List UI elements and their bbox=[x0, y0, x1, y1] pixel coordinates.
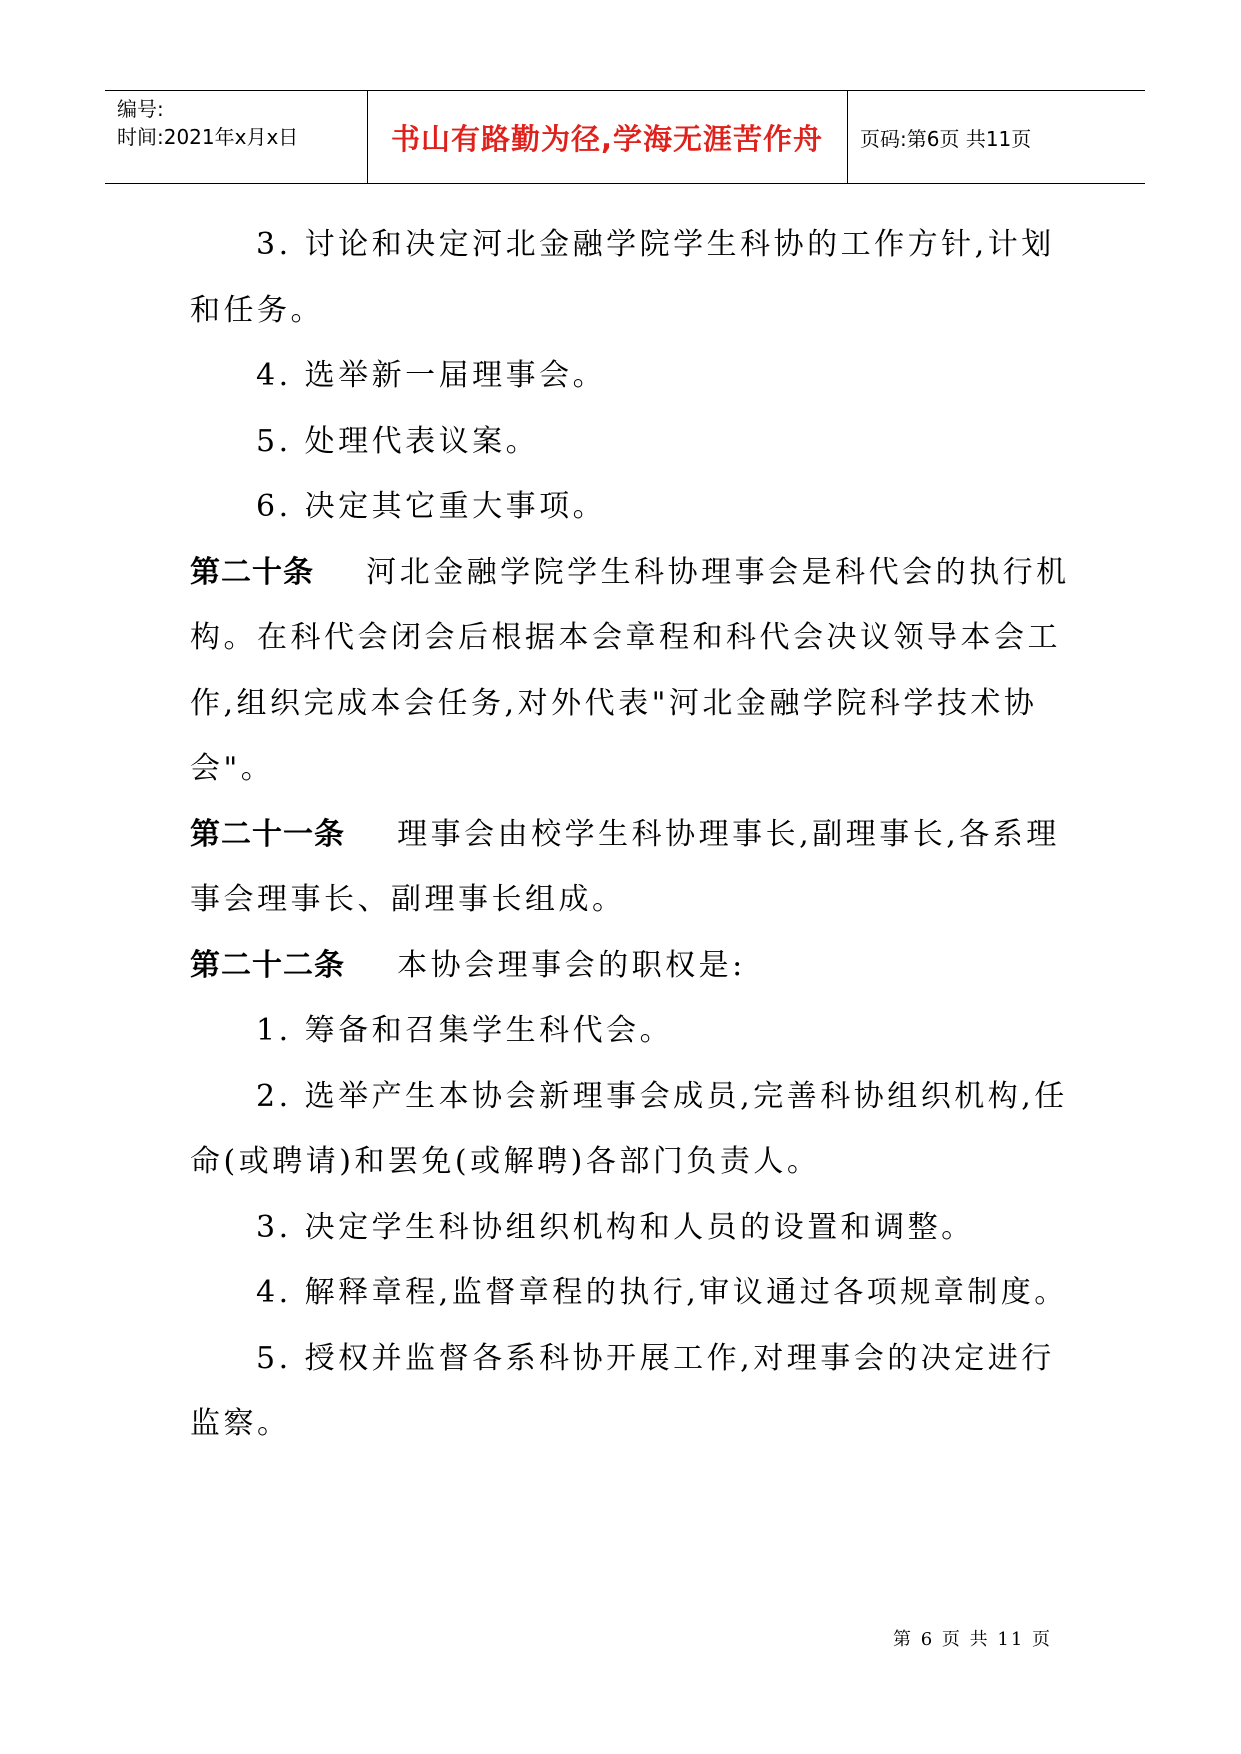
paragraph-text: 3. 讨论和决定河北金融学院学生科协的工作方针,计划和任务。 bbox=[190, 227, 1055, 328]
paragraph bbox=[190, 1195, 1070, 1261]
article-paragraph bbox=[190, 933, 1070, 999]
paragraph-text: 2. 选举产生本协会新理事会成员,完善科协组织机构,任命(或聘请)和罢免(或解聘)各部门负责人。 bbox=[190, 1078, 1068, 1179]
header-motto-cell bbox=[367, 91, 848, 183]
article-number: 第二十二条 bbox=[190, 947, 345, 983]
footer-page-number: 第 6 页 共 11 页 bbox=[893, 1629, 1052, 1650]
header-left-cell bbox=[105, 91, 368, 183]
paragraph bbox=[190, 212, 1070, 343]
page-footer bbox=[0, 1625, 1052, 1651]
paragraph bbox=[190, 998, 1070, 1064]
paragraph-text: 5. 授权并监督各系科协开展工作,对理事会的决定进行监察。 bbox=[190, 1340, 1055, 1441]
document-body bbox=[190, 212, 1070, 1457]
paragraph bbox=[190, 474, 1070, 540]
paragraph-text: 理事会由校学生科协理事长,副理事长,各系理事会理事长、副理事长组成。 bbox=[190, 816, 1060, 917]
paragraph-text: 6. 决定其它重大事项。 bbox=[256, 489, 607, 524]
page-header bbox=[105, 90, 1145, 184]
paragraph bbox=[190, 1260, 1070, 1326]
paragraph-text: 3. 决定学生科协组织机构和人员的设置和调整。 bbox=[256, 1209, 975, 1245]
time-label: 时间:2021年x月x日 bbox=[117, 125, 299, 149]
paragraph-text: 4. 选举新一届理事会。 bbox=[256, 358, 607, 393]
paragraph-text: 1. 筹备和召集学生科代会。 bbox=[256, 1013, 674, 1048]
article-paragraph bbox=[190, 802, 1070, 933]
paragraph-text: 河北金融学院学生科协理事会是科代会的执行机构。在科代会闭会后根据本会章程和科代会决议领导本会工作,组织完成本会任务,对外代表"河北金融学院科学技术协会"。 bbox=[190, 554, 1070, 786]
number-label: 编号: bbox=[117, 97, 164, 121]
article-number: 第二十一条 bbox=[190, 816, 345, 852]
paragraph-text: 4. 解释章程,监督章程的执行,审议通过各项规章制度。 bbox=[256, 1275, 1068, 1310]
article-paragraph bbox=[190, 540, 1070, 802]
paragraph bbox=[190, 409, 1070, 475]
header-right-cell bbox=[848, 91, 1145, 183]
motto-text: 书山有路勤为径,学海无涯苦作舟 bbox=[390, 121, 824, 156]
paragraph bbox=[190, 343, 1070, 409]
paragraph bbox=[190, 1064, 1070, 1195]
page-code: 页码:第6页 共11页 bbox=[860, 126, 1032, 151]
paragraph-text: 5. 处理代表议案。 bbox=[256, 423, 540, 459]
paragraph-text: 本协会理事会的职权是: bbox=[397, 947, 746, 983]
paragraph bbox=[190, 1326, 1070, 1457]
article-number: 第二十条 bbox=[190, 554, 314, 590]
